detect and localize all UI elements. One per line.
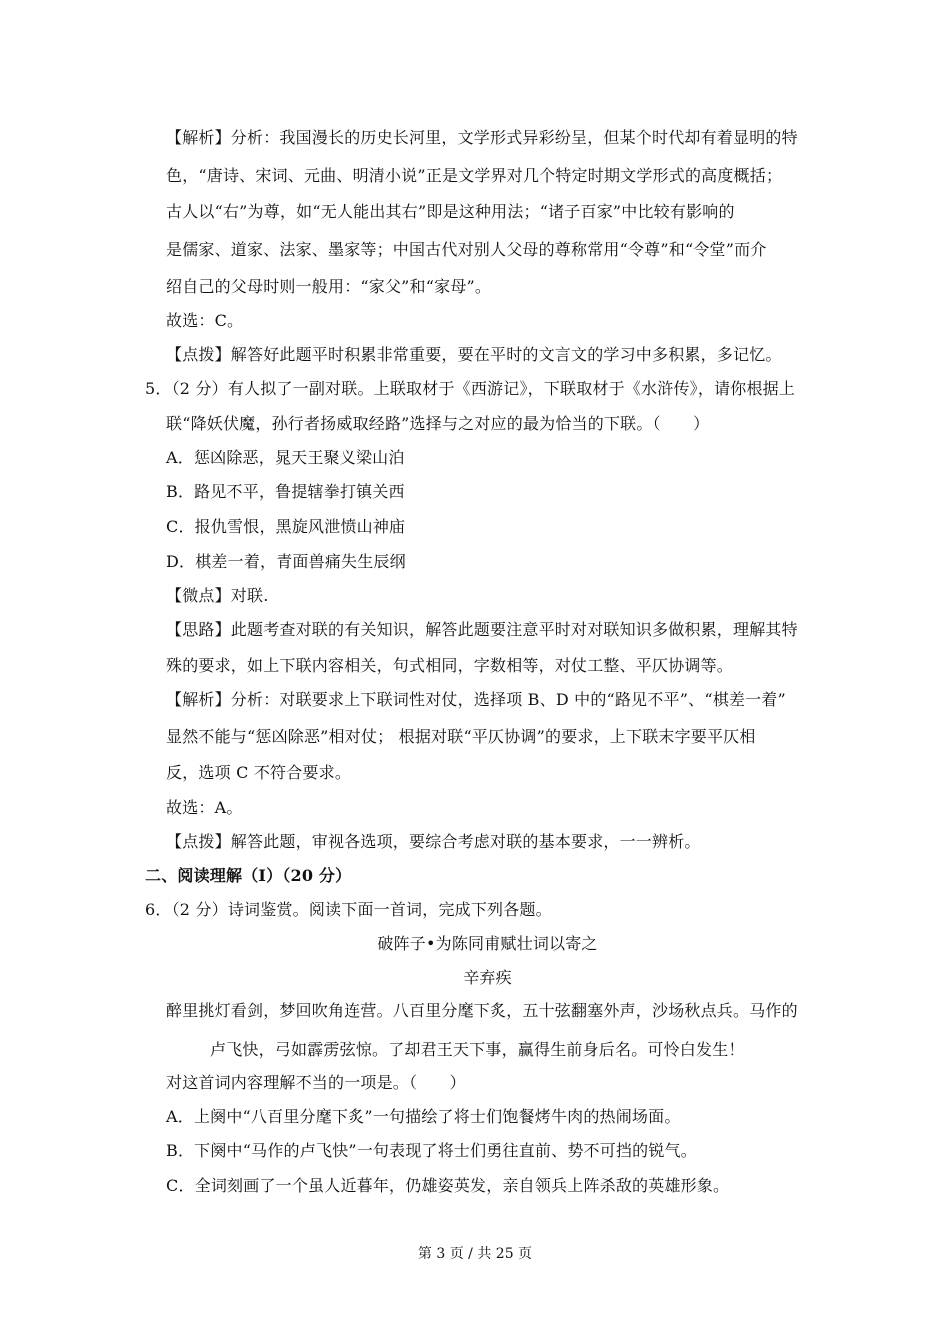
q6-question: 对这首词内容理解不当的一项是。（ ） [166,1073,466,1092]
q5-option-d: D．棋差一着，青面兽痛失生辰纲 [166,552,406,571]
q4-analysis-line-3: 古人以“右”为尊，如“无人能出其右”即是这种用法；“诸子百家”中比较有影响的 [166,202,735,221]
q5-tip: 【点拨】解答此题，审视各选项，要综合考虑对联的基本要求，一一辨析。 [166,832,701,851]
q5-idea-line-2: 殊的要求，如上下联内容相关，句式相同，字数相等，对仗工整、平仄协调等。 [166,656,734,675]
q5-analysis-line-2: 显然不能与“惩凶除恶”相对仗； 根据对联“平仄协调”的要求，上下联末字要平仄相 [166,727,756,746]
poem-line-1: 醉里挑灯看剑，梦回吹角连营。八百里分麾下炙，五十弦翻塞外声，沙场秋点兵。马作的 [166,1001,798,1020]
q5-answer: 故选：A。 [166,798,243,817]
q4-analysis-line-5: 绍自己的父母时则一般用：“家父”和“家母”。 [166,277,492,296]
poem-line-2: 卢飞快，弓如霹雳弦惊。了却君王天下事，赢得生前身后名。可怜白发生！ [210,1040,745,1059]
q5-point: 【微点】对联. [166,586,269,605]
q5-analysis-line-1: 【解析】分析：对联要求上下联词性对仗，选择项 B、D 中的“路见不平”、“棋差一着” [166,690,786,709]
section-heading: 二、阅读理解（Ⅰ）（20 分） [145,866,352,885]
q4-answer: 故选：C。 [166,311,244,330]
page-number: 第 3 页 / 共 25 页 [417,1246,533,1262]
q4-analysis-line-1: 【解析】分析：我国漫长的历史长河里，文学形式异彩纷呈，但某个时代却有着显明的特 [166,128,798,147]
poem-author: 辛弃疾 [463,968,512,987]
q5-option-b: B．路见不平，鲁提辖拳打镇关西 [166,482,405,501]
q5-stem-line-2: 联“降妖伏魔，孙行者扬威取经路”选择与之对应的最为恰当的下联。（ ） [166,414,710,433]
q4-analysis-line-2: 色，“唐诗、宋词、元曲、明清小说”正是文学界对几个特定时期文学形式的高度概括； [166,166,783,185]
poem-title: 破阵子•为陈同甫赋壮词以寄之 [377,934,598,953]
q5-analysis-line-3: 反，选项 C 不符合要求。 [166,763,352,782]
q6-option-b: B．下阕中“马作的卢飞快”一句表现了将士们勇往直前、势不可挡的锐气。 [166,1141,697,1160]
q5-option-a: A．惩凶除恶，晁天王聚义梁山泊 [166,448,405,467]
q5-idea-line-1: 【思路】此题考查对联的有关知识，解答此题要注意平时对对联知识多做积累，理解其特 [166,620,798,639]
q5-stem-line-1: 5．（2 分）有人拟了一副对联。上联取材于《西游记》，下联取材于《水浒传》，请你根据上 [145,379,796,398]
q5-option-c: C．报仇雪恨，黑旋风泄愤山神庙 [166,517,406,536]
q6-option-a: A．上阕中“八百里分麾下炙”一句描绘了将士们饱餐烤牛肉的热闹场面。 [166,1107,681,1126]
q6-stem: 6．（2 分）诗词鉴赏。阅读下面一首词，完成下列各题。 [145,900,552,919]
q4-analysis-line-4: 是儒家、道家、法家、墨家等；中国古代对别人父母的尊称常用“令尊”和“令堂”而介 [166,240,767,259]
q6-option-c: C．全词刻画了一个虽人近暮年，仍雄姿英发，亲自领兵上阵杀敌的英雄形象。 [166,1176,730,1195]
q4-tip: 【点拨】解答好此题平时积累非常重要，要在平时的文言文的学习中多积累，多记忆。 [166,345,782,364]
